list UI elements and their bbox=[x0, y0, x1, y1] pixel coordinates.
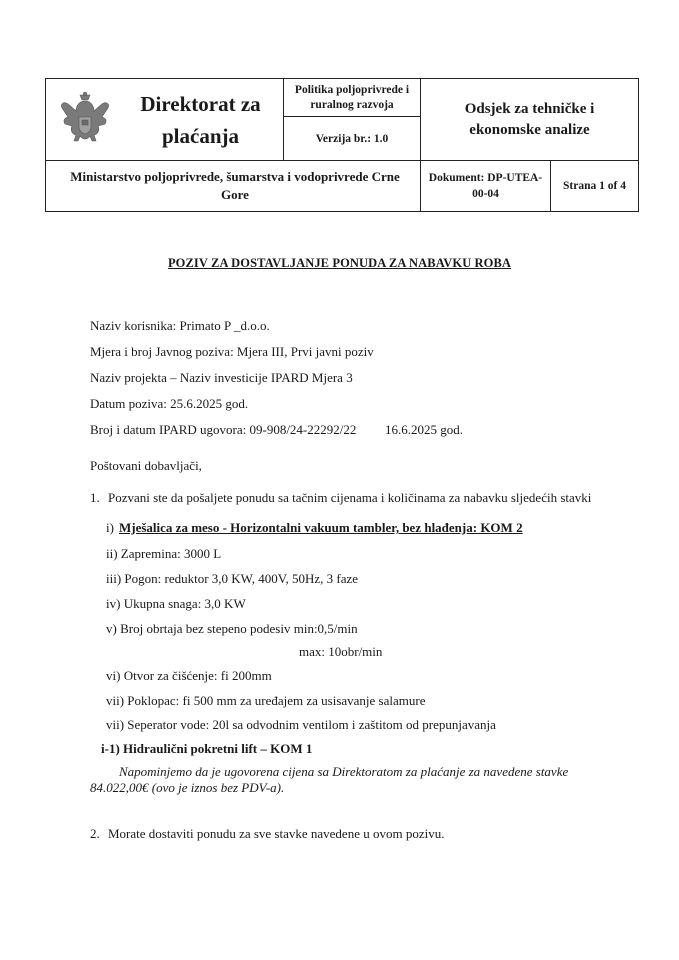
point-1-number: 1. bbox=[90, 490, 100, 505]
item-i-number: i) bbox=[106, 520, 114, 535]
item-v-max: max: 10obr/min bbox=[299, 644, 383, 659]
item-iii: iii) Pogon: reduktor 3,0 KW, 400V, 50Hz, 3 faze bbox=[106, 571, 359, 586]
item-i-title: Mješalica za meso - Horizontalni vakuum tambler, bez hlađenja: KOM 2 bbox=[119, 520, 523, 535]
invitation-date: Datum poziva: 25.6.2025 god. bbox=[90, 396, 249, 411]
contract-date: 16.6.2025 god. bbox=[385, 422, 463, 437]
agency-name-line2: plaćanja bbox=[161, 124, 239, 148]
item-iv: iv) Ukupna snaga: 3,0 KW bbox=[106, 596, 246, 611]
item-i-1: i-1) Hidraulični pokretni lift – KOM 1 bbox=[101, 741, 313, 756]
policy-line2: ruralnog razvoja bbox=[310, 99, 394, 111]
item-vi: vi) Otvor za čišćenje: fi 200mm bbox=[106, 668, 272, 683]
department-name bbox=[421, 80, 638, 160]
document-line1: Dokument: DP-UTEA- bbox=[428, 172, 543, 184]
note-line-1: Napominjemo da je ugovorena cijena sa Direktoratom za plaćanje za navedene stavke bbox=[119, 764, 569, 779]
item-ii: ii) Zapremina: 3000 L bbox=[106, 546, 222, 561]
department-line1: Odsjek za tehničke i bbox=[464, 101, 595, 117]
contract-number: Broj i datum IPARD ugovora: 09-908/24-22292/22 bbox=[90, 422, 357, 437]
document-line2: 00-04 bbox=[472, 188, 499, 200]
point-2-text: Morate dostaviti ponudu za sve stavke navedene u ovom pozivu. bbox=[108, 826, 445, 841]
agency-name bbox=[118, 85, 283, 155]
item-v: v) Broj obrtaja bez stepeno podesiv min:0,5/min bbox=[106, 621, 358, 636]
agency-name-line1: Direktorat za bbox=[140, 92, 261, 116]
point-2-number: 2. bbox=[90, 826, 100, 841]
ministry-name bbox=[50, 161, 420, 211]
department-line2: ekonomske analize bbox=[469, 122, 590, 138]
measure-info: Mjera i broj Javnog poziva: Mjera III, Prvi javni poziv bbox=[90, 344, 374, 359]
header-table bbox=[45, 78, 639, 212]
greeting: Poštovani dobavljači, bbox=[90, 458, 202, 473]
version-number: Verzija br.: 1.0 bbox=[315, 132, 389, 145]
page-number: Strana 1 of 4 bbox=[563, 180, 626, 192]
item-vii-separator: vii) Seperator vode: 20l sa odvodnim ventilom i zaštitom od prepunjavanja bbox=[106, 717, 496, 732]
coat-of-arms-emblem bbox=[52, 89, 118, 151]
document-title: POZIV ZA DOSTAVLJANJE PONUDA ZA NABAVKU ROBA bbox=[167, 256, 512, 270]
document-number bbox=[421, 161, 550, 211]
note-line-2: 84.022,00€ (ovo je iznos bez PDV-a). bbox=[90, 780, 285, 795]
ministry-line2: Gore bbox=[221, 187, 249, 202]
item-vii-lid: vii) Poklopac: fi 500 mm za uređajem za usisavanje salamure bbox=[106, 693, 426, 708]
beneficiary-name: Naziv korisnika: Primato P _d.o.o. bbox=[90, 318, 270, 333]
policy-title bbox=[284, 80, 420, 116]
policy-line1: Politika poljoprivrede i bbox=[294, 84, 410, 96]
project-name: Naziv projekta – Naziv investicije IPARD Mjera 3 bbox=[90, 370, 353, 385]
ministry-line1: Ministarstvo poljoprivrede, šumarstva i vodoprivrede Crne bbox=[70, 169, 400, 184]
point-1-text: Pozvani ste da pošaljete ponudu sa tačnim cijenama i količinama za nabavku sljedećih stavki bbox=[108, 490, 592, 505]
